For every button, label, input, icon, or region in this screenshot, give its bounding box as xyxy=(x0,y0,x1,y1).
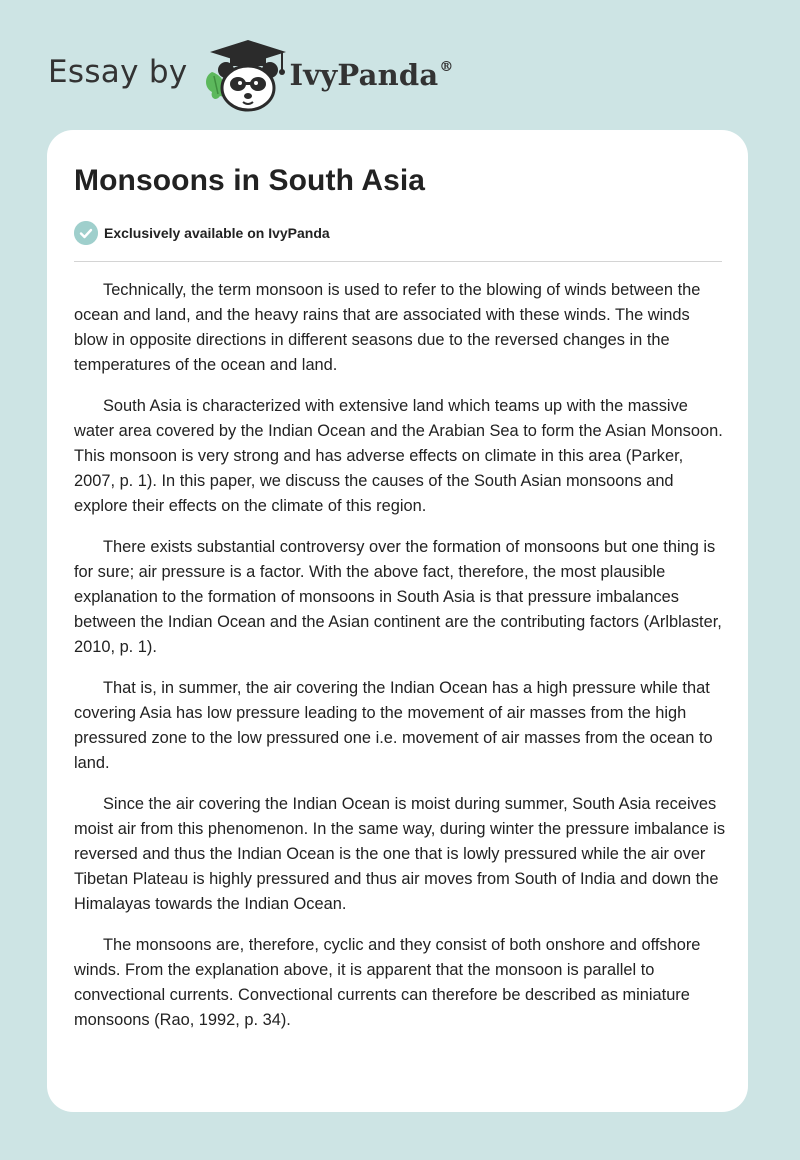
paragraph: Technically, the term monsoon is used to refer to the blowing of winds between the ocean and land, and the heavy rains that are associated with these winds. The winds blow in opposite directions in different seasons due to the reversed changes in the temperatures of the ocean and land. xyxy=(74,281,701,374)
paragraph: The monsoons are, therefore, cyclic and they consist of both onshore and offshore winds. From the explanation above, it is apparent that the monsoon is parallel to convectional currents. Convectional currents can therefore be described as miniature monsoons (Rao, 1992, p. 34). xyxy=(74,936,701,1029)
registered-mark: ® xyxy=(439,59,454,75)
paragraph: South Asia is characterized with extensive land which teams up with the massive water area covered by the Indian Ocean and the Arabian Sea to form the Asian Monsoon. This monsoon is very strong and has adverse effects on climate in this area (Parker, 2007, p. 1). In this paper, we discuss the causes of the South Asian monsoons and explore their effects on the climate of this region. xyxy=(74,397,723,515)
page-title: Monsoons in South Asia xyxy=(74,164,426,197)
panda-graduate-logo-icon xyxy=(200,36,292,116)
paragraph: There exists substantial controversy over the formation of monsoons but one thing is for sure; air pressure is a factor. With the above fact, therefore, the most plausible explanation to the formation of monsoons in South Asia is that pressure imbalances between the Indian Ocean and the Asian continent are the contributing factors (Arlblaster, 2010, p. 1). xyxy=(74,538,722,656)
check-circle-icon xyxy=(74,221,98,245)
essay-by-label: Essay by xyxy=(48,54,188,90)
paragraph: Since the air covering the Indian Ocean is moist during summer, South Asia receives moist air from this phenomenon. In the same way, during winter the pressure imbalance is reversed and thus the Indian Ocean is the one that is lowly pressured while the air over Tibetan Plateau is highly pressured and thus air moves from South of India and down the Himalayas towards the Indian Ocean. xyxy=(74,795,726,913)
site-header xyxy=(48,36,454,116)
brand-name: IvyPanda® xyxy=(289,58,454,92)
essay-body xyxy=(74,278,726,1049)
divider xyxy=(74,261,722,262)
paragraph: That is, in summer, the air covering the Indian Ocean has a high pressure while that covering Asia has low pressure leading to the movement of air masses from the high pressured zone to the low pressured one i.e. movement of air masses from the ocean to land. xyxy=(74,679,713,772)
exclusive-badge-label: Exclusively available on IvyPanda xyxy=(104,225,330,241)
essay-card xyxy=(47,130,748,1112)
exclusive-badge xyxy=(74,221,330,245)
ivypanda-logo-link[interactable] xyxy=(200,36,454,116)
